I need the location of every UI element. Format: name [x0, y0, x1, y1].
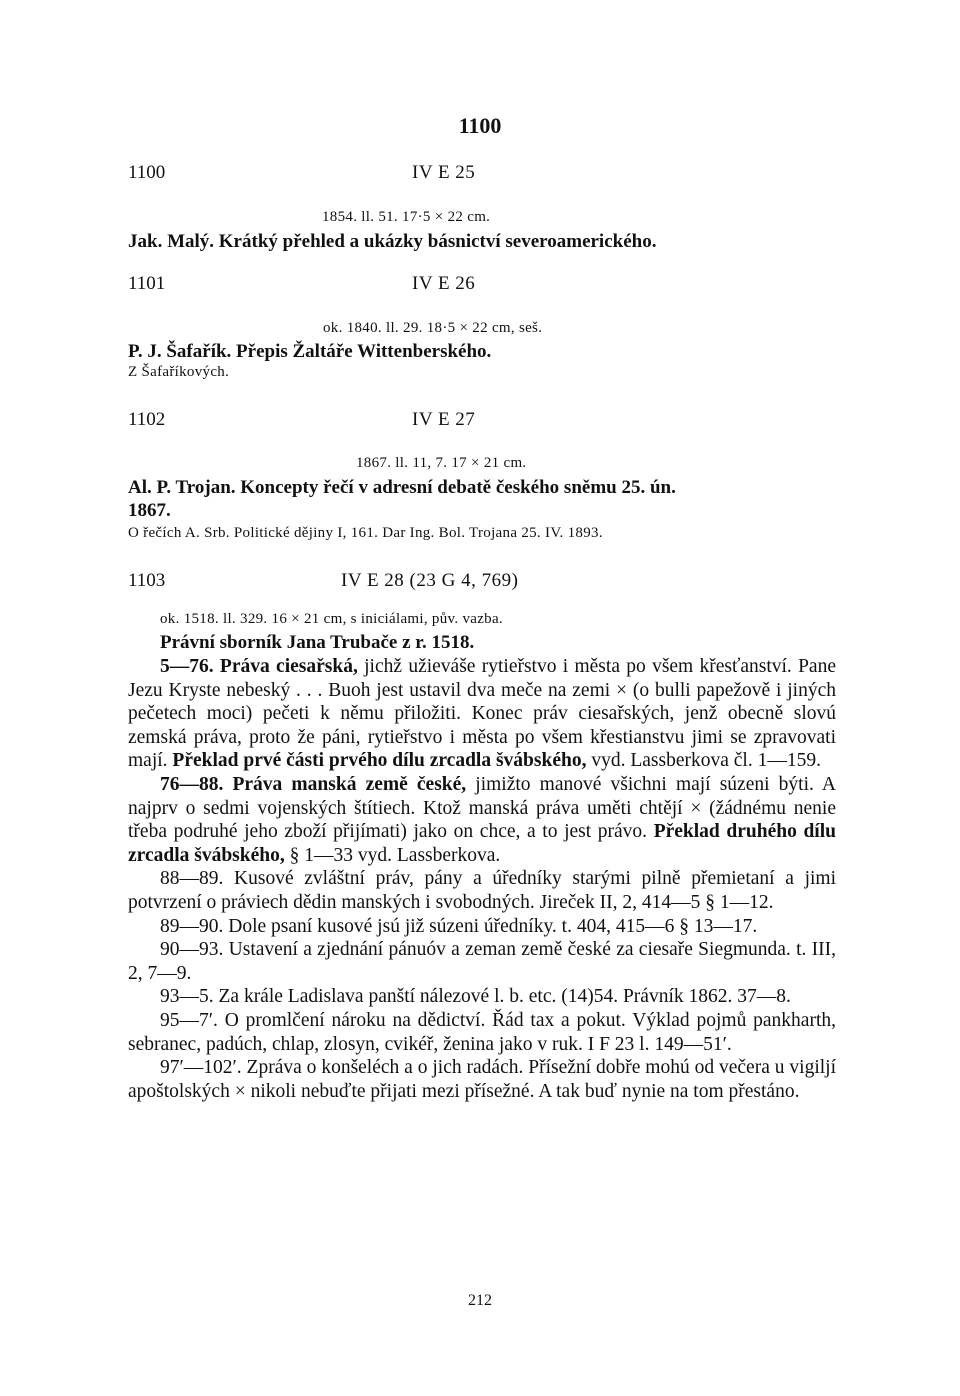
- entry-title-text: 1867.: [128, 500, 171, 521]
- content-paragraph: [128, 985, 836, 1009]
- paragraph-bold-mid: Překlad druhého dílu zrcadla švábského,: [128, 821, 836, 866]
- entry-number: 1102: [128, 409, 166, 430]
- page-header-number: 1100: [458, 113, 502, 138]
- entry-title-text: P. J. Šafařík. Přepis Žaltáře Wittenberského.: [128, 341, 492, 362]
- entry-title-continuation: [128, 500, 171, 522]
- entry-title-text: Al. P. Trojan. Koncepty řečí v adresní debatě českého sněmu 25. ún.: [128, 477, 676, 498]
- content-paragraph: [128, 1056, 836, 1103]
- entry-meta: 1867. ll. 11, 7. 17 × 21 cm.: [356, 455, 527, 471]
- entry-signature: IV E 27: [412, 409, 476, 430]
- entry-number: 1101: [128, 273, 166, 294]
- entry-number: 1100: [128, 162, 166, 183]
- entry-signature: IV E 26: [412, 273, 476, 294]
- entry-title-text: Právní sborník Jana Trubače z r. 1518.: [160, 632, 475, 653]
- paragraph-tail: § 1—33 vyd. Lassberkova.: [284, 844, 501, 866]
- entry-title: [128, 231, 656, 253]
- entry-meta: ok. 1840. ll. 29. 18·5 × 22 cm, seš.: [323, 320, 543, 336]
- content-paragraph: [128, 938, 836, 985]
- paragraph-text: jimižto manové všichni mají súzeni býti. A najprv o sedmi vojenských štítiech. Ktož manská práva uměti chtějí × (žádnému nenie třeba podruhé jeho zboží přijímati) jako on chce, a to jest právo.: [128, 773, 836, 843]
- content-paragraph: [128, 773, 836, 867]
- entry-meta: ok. 1518. ll. 329. 16 × 21 cm, s iniciálami, pův. vazba.: [160, 611, 503, 627]
- entry-title: [128, 477, 676, 499]
- paragraph-text: 90—93. Ustavení a zjednání pánuóv a zeman země české za ciesaře Siegmunda. t. III, 2, 7—9.: [128, 939, 836, 984]
- entry-note: O řečích A. Srb. Politické dějiny I, 161. Dar Ing. Bol. Trojana 25. IV. 1893.: [128, 525, 603, 541]
- entry-signature: IV E 28 (23 G 4, 769): [341, 570, 519, 591]
- paragraph-bold-mid: Překlad prvé části prvého dílu zrcadla švábského,: [172, 750, 587, 772]
- content-paragraph: [128, 1009, 836, 1056]
- paragraph-text: 95—7′. O promlčení nároku na dědictví. Řád tax a pokut. Výklad pojmů pankharth, sebranec, padúch, chlap, zlosyn, cvikéř, ženina jako v ruk. I F 23 l. 149—51′.: [128, 1009, 836, 1055]
- page-number: 212: [468, 1292, 492, 1309]
- content-paragraph: [128, 915, 836, 939]
- paragraph-text: 97′—102′. Zpráva o konšeléch a o jich radách. Přísežní dobře mohú od večera u vigiljí apoštolských × nikoli nebuďte přijati mezi přísežné. A tak buď nynie na tom přestáno.: [128, 1057, 836, 1102]
- paragraph-text: jichž užieváše rytieřstvo i města po všem křesťanství. Pane Jezu Kryste nebeský . . . Buoh jest ustavil dva meče na zemi × (o bulli papežově i jiných pečetech moci) pečeti k němu přiložiti. Konec práv ciesařských, jenž obecně slovú zemská práva, proto že páni, rytieřstvo i města po všem křestianstvu jimi se zpravovati mají.: [128, 656, 836, 772]
- paragraph-bold-lead: 5—76. Práva ciesařská,: [160, 656, 358, 677]
- entry-title: [160, 632, 474, 654]
- content-paragraph: [128, 867, 836, 914]
- paragraph-text: 89—90. Dole psaní kusové jsú již súzeni úředníky. t. 404, 415—6 § 13—17.: [160, 915, 758, 937]
- content-paragraph: [128, 655, 836, 773]
- paragraph-text: 88—89. Kusové zvláštní práv, pány a úředníky starými pilně přemietaní a jimi potvrzení o práviech dědin manských i svobodných. Jireček II, 2, 414—5 § 1—12.: [128, 868, 836, 913]
- entry-title: [128, 341, 491, 363]
- entry-contents: [128, 655, 836, 1103]
- entry-number: 1103: [128, 570, 166, 591]
- entry-note: Z Šafaříkových.: [128, 364, 230, 380]
- paragraph-tail: vyd. Lassberkova čl. 1—159.: [586, 750, 821, 772]
- entry-signature: IV E 25: [412, 162, 476, 183]
- paragraph-text: 93—5. Za krále Ladislava panští nálezové l. b. etc. (14)54. Právník 1862. 37—8.: [160, 986, 791, 1008]
- entry-title-text: Jak. Malý. Krátký přehled a ukázky básnictví severoamerického.: [128, 231, 657, 252]
- paragraph-bold-lead: 76—88. Práva manská země české,: [160, 773, 467, 795]
- entry-meta: 1854. ll. 51. 17·5 × 22 cm.: [322, 209, 491, 225]
